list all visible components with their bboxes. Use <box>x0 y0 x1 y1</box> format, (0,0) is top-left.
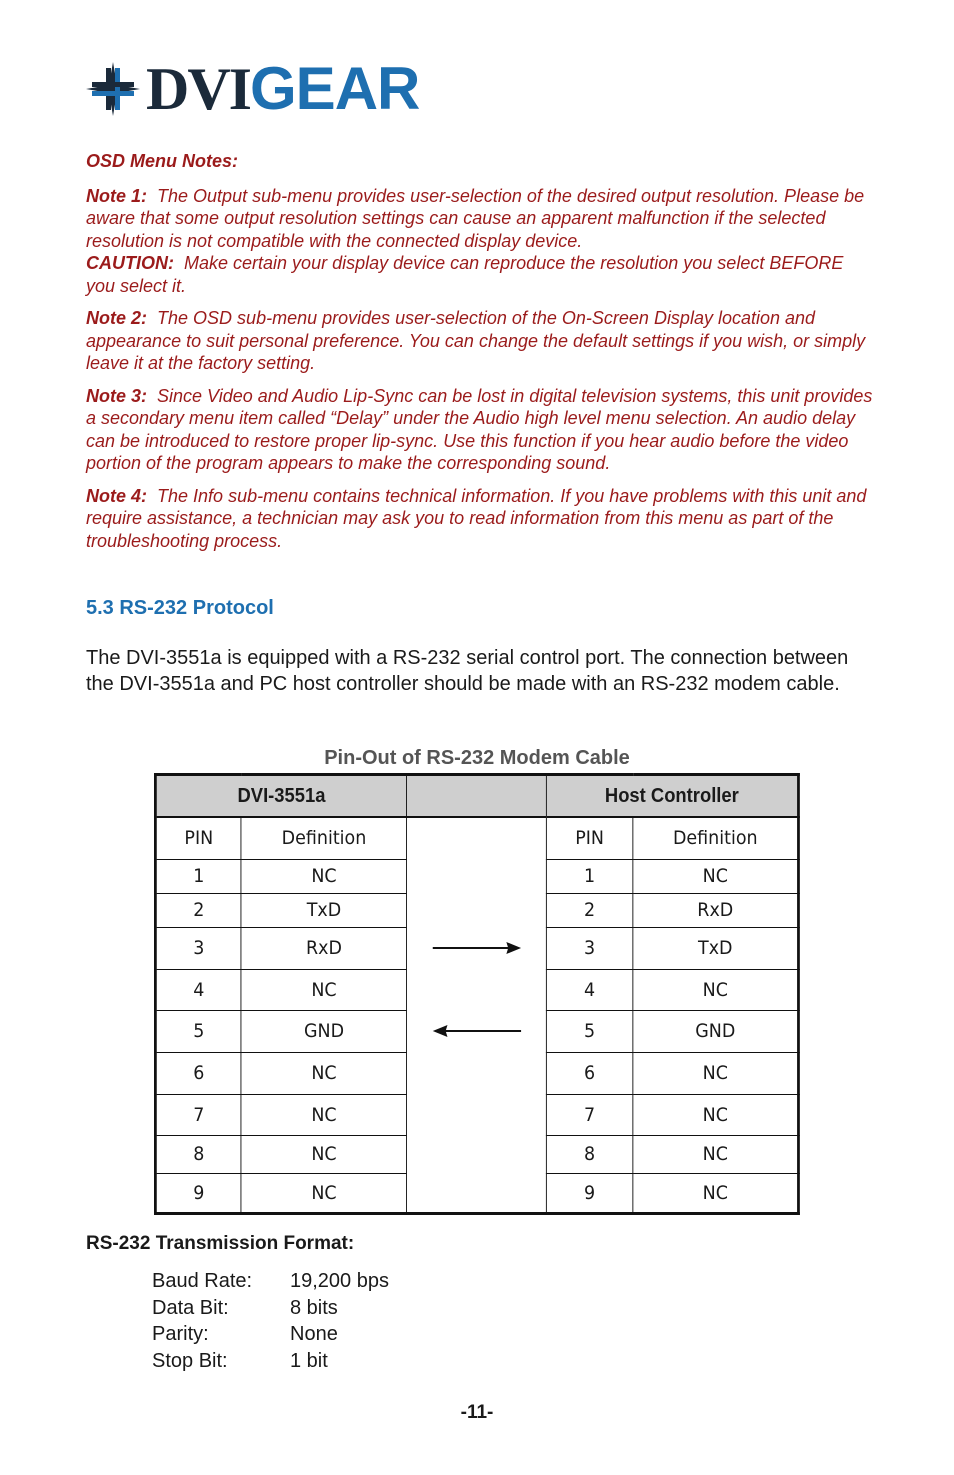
table-cell: 6 <box>546 1052 633 1094</box>
table-cell: 4 <box>546 969 633 1010</box>
table-cell: RxD <box>633 893 798 927</box>
transmission-format-title: RS-232 Transmission Format: <box>86 1233 355 1254</box>
table-cell: 6 <box>155 1052 241 1094</box>
table-cell: NC <box>241 1173 406 1213</box>
note-4: Note 4: The Info sub-menu contains technical information. If you have problems with this unit and require assistance, a technician may ask you to read information from this menu as part of the troubleshooting process. <box>86 485 867 551</box>
table-cell: NC <box>633 1094 798 1135</box>
table-cell: NC <box>241 1052 406 1094</box>
table-cell: 2 <box>155 893 241 927</box>
table-cell: TxD <box>241 893 406 927</box>
note-2: Note 2: The OSD sub-menu provides user-selection of the On-Screen Display location and appearance to suit personal preference. You can change the default settings if you wish, or simply leave it at the factory setting. <box>86 308 866 373</box>
table-cell: 8 <box>546 1135 633 1173</box>
transmission-format-list <box>152 1268 389 1375</box>
right-header: Host Controller <box>546 775 798 818</box>
caution-note: CAUTION: Make certain your display device can reproduce the resolution you select BEFORE you select it. <box>86 253 844 296</box>
table-cell: 7 <box>155 1094 241 1135</box>
table-cell: 2 <box>546 893 633 927</box>
osd-notes <box>86 150 876 552</box>
left-col-pin: PIN <box>155 817 241 859</box>
table-cell: NC <box>633 1135 798 1173</box>
dvigear-logo <box>86 55 426 122</box>
table-cell: NC <box>633 1052 798 1094</box>
left-col-definition: Definition <box>241 817 406 859</box>
table-cell: 3 <box>546 927 633 969</box>
table-cell: 7 <box>546 1094 633 1135</box>
right-col-definition: Definition <box>633 817 798 859</box>
table-cell: 1 <box>546 859 633 893</box>
section-title: 5.3 RS-232 Protocol <box>86 597 274 619</box>
note-1: Note 1: The Output sub-menu provides user-selection of the desired output resolution. Please be aware that some output resolution settings can cause an apparent malfunction if the selected resolution is not compatible with the connected display device. <box>86 185 865 251</box>
middle-header <box>407 775 547 818</box>
table-cell: 5 <box>155 1010 241 1052</box>
arrow-right-icon <box>431 940 523 956</box>
table-cell: NC <box>241 1135 406 1173</box>
table-cell: NC <box>633 1173 798 1213</box>
table-cell: 9 <box>155 1173 241 1213</box>
table-cell: GND <box>241 1010 406 1052</box>
note-3: Note 3: Since Video and Audio Lip-Sync can be lost in digital television systems, this unit provides a secondary menu item called “Delay” under the Audio high level menu selection. An audio delay can be introduced to restore proper lip-sync. Use this function if you hear audio before the video portion of the program appears to make the corresponding sound. <box>86 385 873 473</box>
arrow-left-icon <box>431 1023 523 1039</box>
table-cell: 3 <box>155 927 241 969</box>
table-caption: Pin-Out of RS-232 Modem Cable <box>324 747 630 769</box>
list-item: Stop Bit: 1 bit <box>152 1350 328 1373</box>
section-intro: The DVI-3551a is equipped with a RS-232 serial control port. The connection between the DVI-3551a and PC host controller should be made with an RS-232 modem cable. <box>86 647 849 695</box>
list-item: Parity: None <box>152 1323 338 1346</box>
table-cell: GND <box>633 1010 798 1052</box>
table-cell: 1 <box>155 859 241 893</box>
table-cell: TxD <box>633 927 798 969</box>
table-cell: NC <box>241 969 406 1010</box>
table-cell: 9 <box>546 1173 633 1213</box>
logo-wordmark: DVIGEAR <box>146 55 420 122</box>
arrow-column <box>407 817 547 1213</box>
pinout-table <box>154 773 800 1215</box>
right-col-pin: PIN <box>546 817 633 859</box>
page-number: -11- <box>460 1402 494 1423</box>
table-cell: 8 <box>155 1135 241 1173</box>
left-header: DVI-3551a <box>155 775 406 818</box>
table-cell: NC <box>633 859 798 893</box>
table-cell: RxD <box>241 927 406 969</box>
osd-notes-title: OSD Menu Notes: <box>86 151 239 171</box>
table-cell: 4 <box>155 969 241 1010</box>
table-cell: NC <box>241 1094 406 1135</box>
table-cell: NC <box>633 969 798 1010</box>
table-cell: NC <box>241 859 406 893</box>
table-cell: 5 <box>546 1010 633 1052</box>
compass-cross-icon <box>86 62 140 116</box>
list-item: Data Bit: 8 bits <box>152 1296 338 1319</box>
list-item: Baud Rate: 19,200 bps <box>152 1270 389 1292</box>
